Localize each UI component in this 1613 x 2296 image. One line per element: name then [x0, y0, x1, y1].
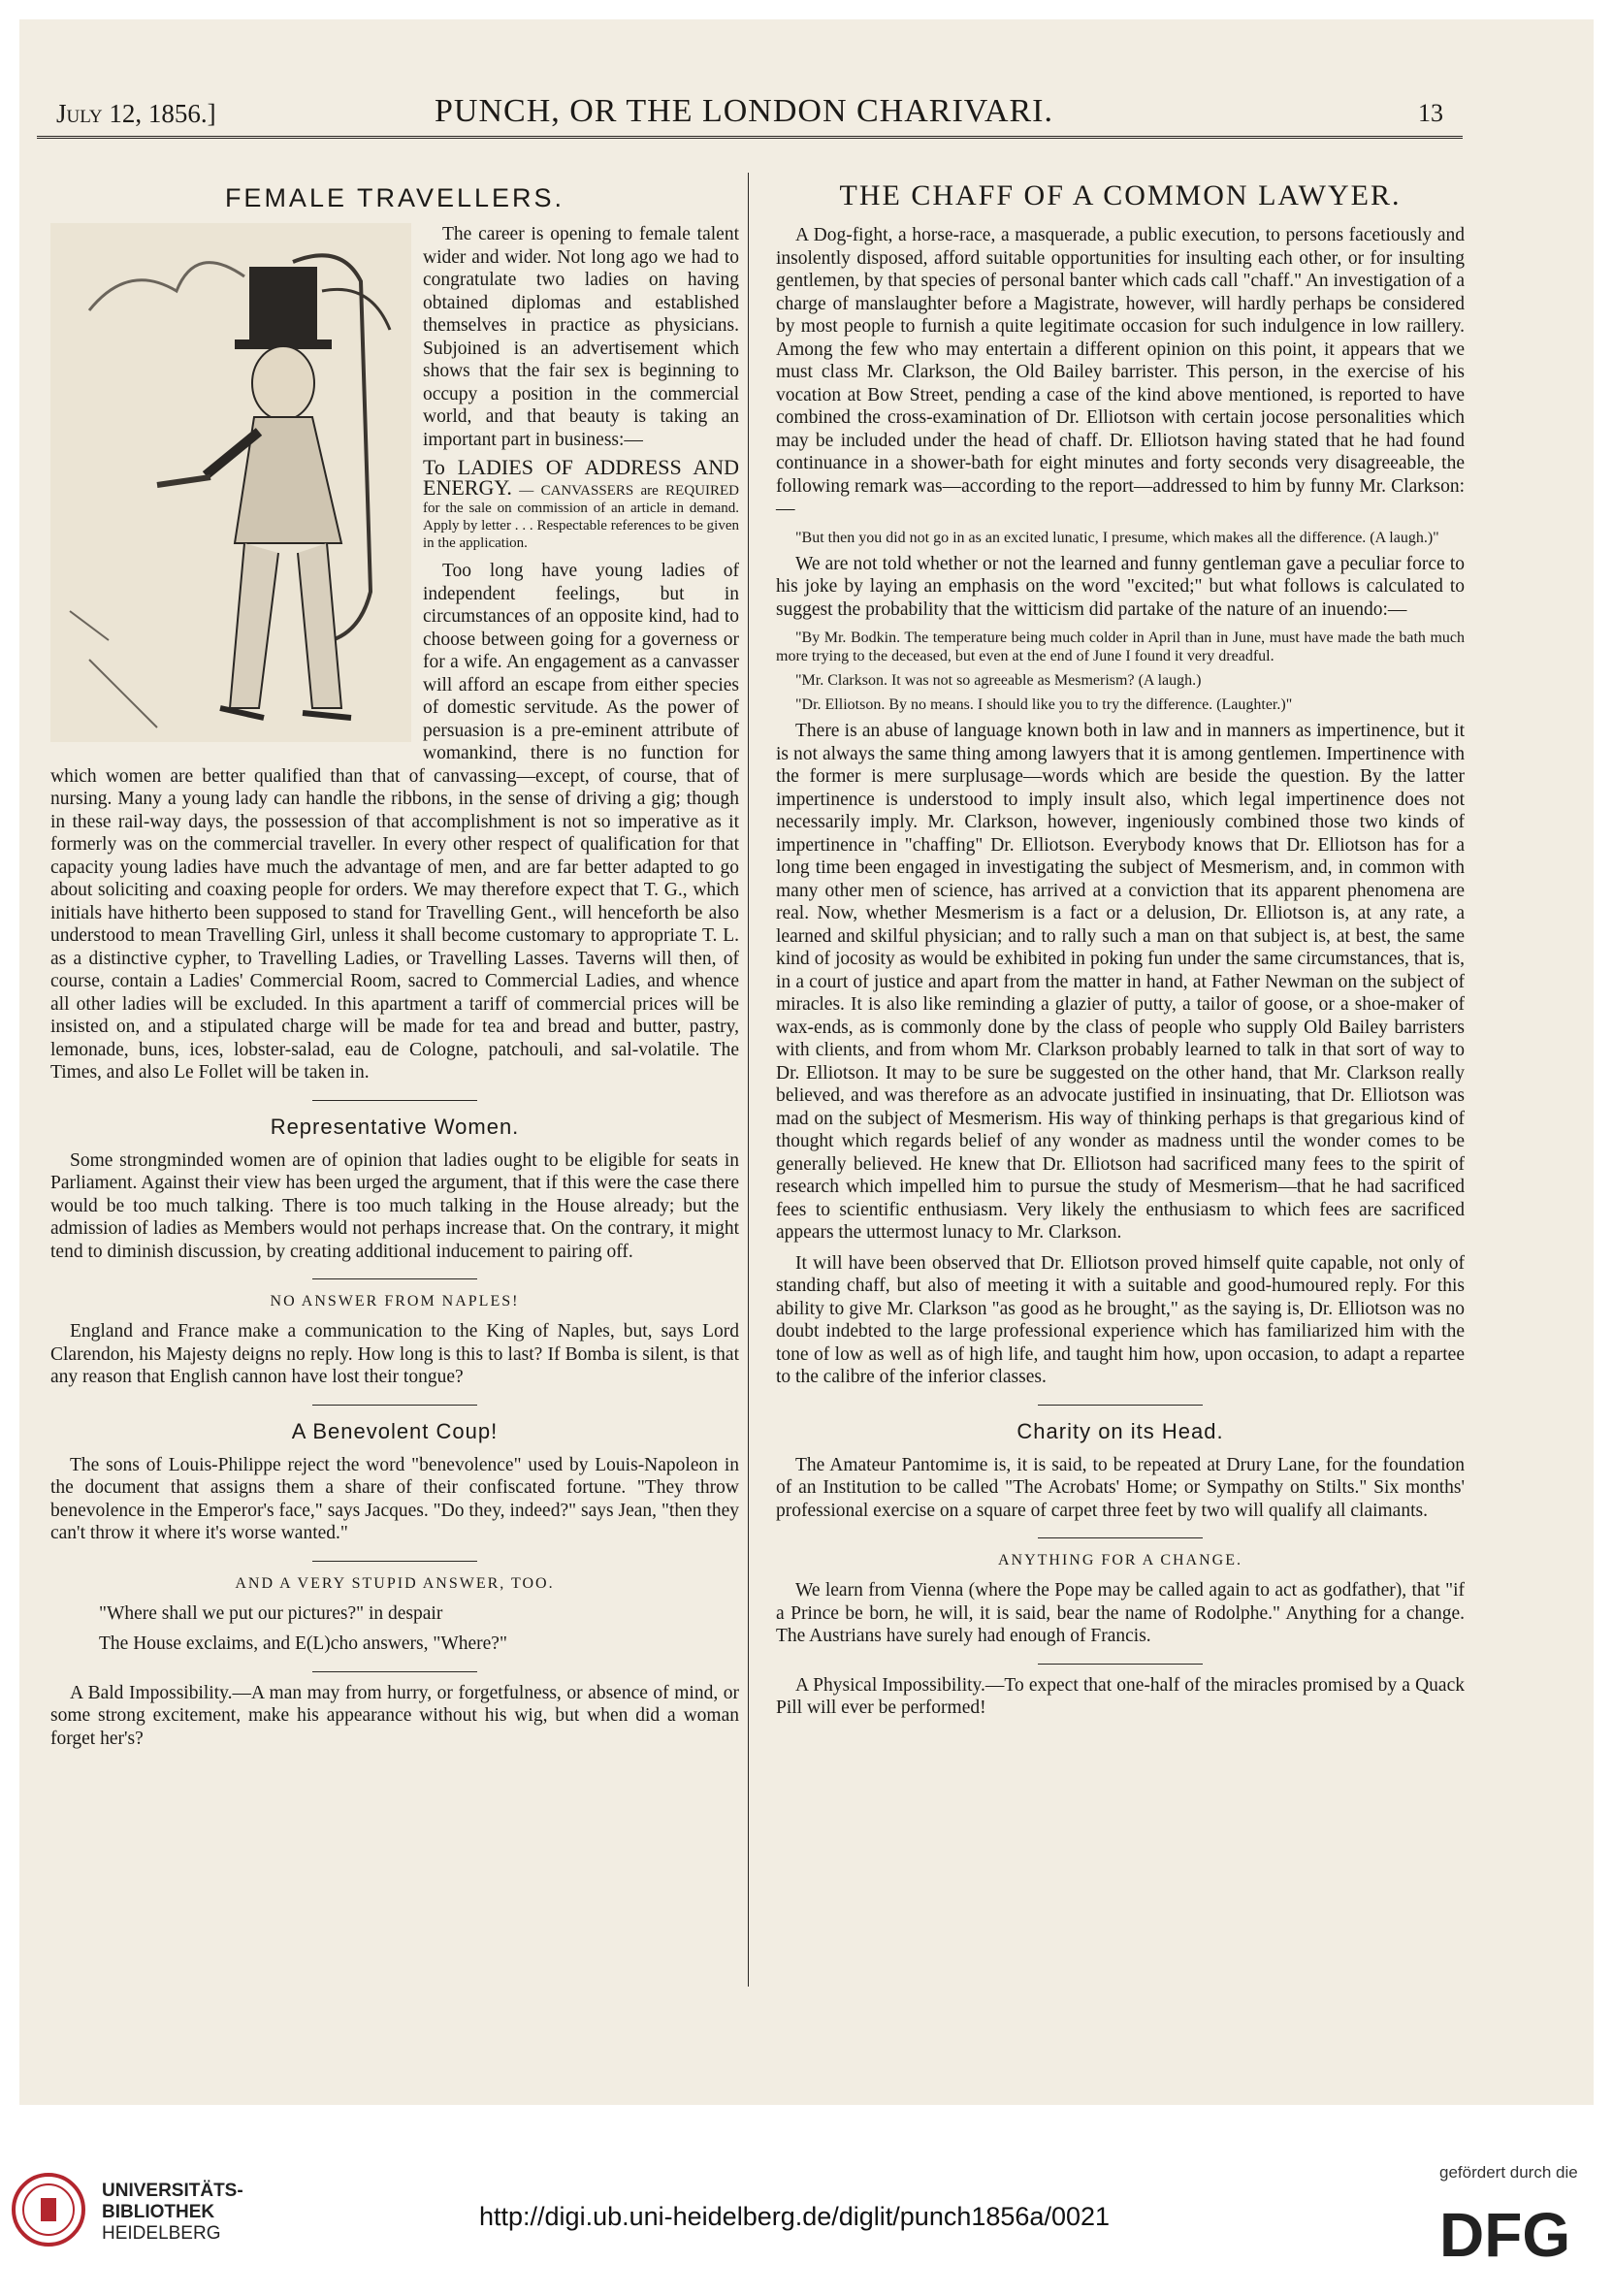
right-column — [776, 179, 1465, 1728]
chaff-quote-1: "But then you did not go in as an excited lunatic, I presume, which makes all the difference. (A laugh.)" — [795, 529, 1439, 546]
chaff-para-1: A Dog-fight, a horse-race, a masquerade, a public execution, to persons facetiously and insolently disposed, afford suitable opportunities for insulting each other, or for insulting gentlemen, by that species of personal banter which cads call "chaff." An investigation of a charge of manslaughter before a Magistrate, however, will hardly perhaps be considered by most people to furnish a quite legitimate occasion for such indulgence in low raillery. Among the few who may entertain a different opinion on this point, it appears that we must class Mr. Clarkson, the Old Bailey barrister. This person, in the exercise of his vocation at Bow Street, pending a case of the kind above mentioned, is reported to have combined the cross-examination of Dr. Elliotson with certain jocose personalities which may be included under the head of chaff. Dr. Elliotson having stated that he had found continuance in a shower-bath for eight minutes and forty seconds very disagreeable, the following remark was—according to the report—addressed to him by funny Mr. Clarkson:— — [776, 225, 1465, 519]
no-answer-title: NO ANSWER FROM NAPLES! — [270, 1293, 520, 1310]
section-rule — [1038, 1664, 1203, 1665]
benevolent-coup-body: The sons of Louis-Philippe reject the word "benevolence" used by Louis-Napoleon in the document that assigns them a share of their confiscated fortune. "They throw benevolence in the Emperor's face," says Jacques. "Do they, indeed?" says Jean, "then they can't throw it where it's worse wanted." — [50, 1454, 739, 1543]
female-travellers-intro: The career is opening to female talent wider and wider. Not long ago we had to congratulate two ladies on having obtained diplomas and established themselves in practice as physicians. Subjoined is an advertisement which shows that the fair sex is beginning to occupy a position in the commercial world, and that beauty is taking an important part in business:— — [423, 224, 739, 450]
section-rule — [312, 1405, 477, 1406]
chaff-para-3: There is an abuse of language known both in law and in manners as impertinence, but it is not always the same thing among lawyers that it is among gentlemen. Impertinence with the former is mere surplusage—words which are beside the question. By the latter impertinence is understood to imply insult also, which legal impertinence does not necessarily imply. Mr. Clarkson, however, ingeniously combined those two kinds of impertinence in "chaffing" Dr. Elliotson. Everybody knows that Dr. Elliotson has for a long time been engaged in investigating the subject of Mesmerism, and, in common with many other men of science, has arrived at a conviction that its apparent phenomena are real. Now, whether Mesmerism is a fact or a delusion, Dr. Elliotson is, at any rate, a learned and skilful physician; and to rally such a man on that subject is, at best, the same kind of jocosity as would be exhibited in poking fun under the same circumstances, that is, in a court of justice and apart from the matter in hand, at Father Newman on the subject of miracles. It is also like reminding a glazier of putty, a tailor of goose, or a shoe-maker of wax-ends, as is commonly done by the class of people who supply Old Bailey barristers with clients, and from whom Mr. Clarkson probably learned to talk in that sort of way to Dr. Elliotson. It may to be sure be suggested on the other hand, that Mr. Clarkson really believed, and was therefore as an advocate justified in insinuating, that Dr. Elliotson was mad on the subject of Mesmerism. His way of thinking perhaps is that gregarious kind of thought which regards belief of any wonder as madness until the wonder comes to be generally believed. He knew that Dr. Elliotson had sacrificed many fees to the spirit of research which impelled him to pursue the study of Mesmerism—that he had sacrificed fees to scientific enthusiasm. Very likely the enthusiasm to which fees are sacrificed appears the uttermost lunacy to Mr. Clarkson. — [776, 721, 1465, 1243]
dfg-logo-text: DFG — [1439, 2200, 1571, 2264]
section-rule — [312, 1671, 477, 1672]
top-hat-gentleman-illustration — [50, 223, 411, 742]
section-rule — [1038, 1405, 1203, 1406]
digitization-footer — [0, 2124, 1613, 2296]
chaff-title: THE CHAFF OF A COMMON LAWYER. — [839, 179, 1402, 211]
chaff-para-2: We are not told whether or not the learned and funny gentleman gave a peculiar force to his joke by laying an emphasis on the word "excited;" but what follows is calculated to suggest the probability that the witticism did partake of the nature of an inuendo:— — [776, 553, 1465, 620]
physical-impossibility: A Physical Impossibility.—To expect that one-half of the miracles promised by a Quack Pill will ever be performed! — [776, 1674, 1465, 1718]
left-column — [50, 179, 739, 1758]
section-rule — [1038, 1537, 1203, 1538]
library-line-3: HEIDELBERG — [102, 2223, 221, 2244]
header-page-number: 13 — [1418, 99, 1443, 127]
representative-women-body: Some strongminded women are of opinion that ladies ought to be eligible for seats in Parliament. Against their view has been urged the argument, that if this were the case there would be too much talking. There is too much talking in the House already; but the admission of ladies as Members would not perhaps increase that. On the contrary, it might tend to diminish discussion, by creating additional inducement to pairing off. — [50, 1149, 739, 1262]
section-rule — [312, 1278, 477, 1279]
stupid-answer-title: AND A VERY STUPID ANSWER, TOO. — [235, 1574, 555, 1592]
change-body: We learn from Vienna (where the Pope may be called again to act as godfather), that "if a Prince be born, he will, it is said, bear the name of Rodolphe." Anything for a change. The Austrians have surely had enough of Francis. — [776, 1580, 1465, 1646]
source-url-link[interactable]: http://digi.ub.uni-heidelberg.de/diglit/punch1856a/0021 — [479, 2202, 1111, 2231]
chaff-quote-3: "Mr. Clarkson. It was not so agreeable as Mesmerism? (A laugh.) — [795, 672, 1202, 689]
chaff-para-4: It will have been observed that Dr. Elliotson proved himself quite capable, not only of standing chaff, but also of meeting it with a suitable and good-humoured reply. For this ability to give Mr. Clarkson "as good as he brought," as the saying is, Dr. Elliotson was no doubt indebted to the large professional experience which has familiarized him with the tone of low as well as of high life, and taught him how, upon occasion, to adapt a repartee to the calibre of the inferior classes. — [776, 1252, 1465, 1387]
charity-body: The Amateur Pantomime is, it is said, to be repeated at Drury Lane, for the foundation of an Institution to be called "The Acrobats' Home; or Sympathy on Stilts." Six months' professional exercise on a square of carpet three feet by two will qualify all claimants. — [776, 1454, 1465, 1521]
header-title: PUNCH, OR THE LONDON CHARIVARI. — [435, 93, 1054, 129]
library-line-2: BIBLIOTHEK — [102, 2202, 215, 2222]
library-name — [102, 2181, 243, 2245]
charity-title: Charity on its Head. — [1016, 1418, 1224, 1443]
no-answer-body: England and France make a communication to the King of Naples, but, says Lord Clarendon, his Majesty deigns no reply. How long is this to last? If Bomba is silent, is that any reason that English cannon have lost their tongue? — [50, 1321, 739, 1387]
change-title: ANYTHING FOR A CHANGE. — [997, 1552, 1242, 1568]
female-travellers-title: FEMALE TRAVELLERS. — [224, 183, 565, 212]
university-seal-icon — [10, 2171, 87, 2248]
advert-body: — CANVASSERS are REQUIRED for the sale on commission of an article in demand. Apply by letter . . . Respectable references to be given in the application. — [423, 483, 739, 551]
column-divider — [748, 173, 749, 1987]
verse-line-1: "Where shall we put our pictures?" in despair — [99, 1602, 443, 1624]
benevolent-coup-title: A Benevolent Coup! — [291, 1418, 499, 1443]
chaff-quote-2: "By Mr. Bodkin. The temperature being much colder in April than in June, must have made the bath much more trying to the deceased, but even at the end of June I found it very dreadful. — [776, 630, 1465, 664]
section-rule — [312, 1561, 477, 1562]
section-rule — [312, 1100, 477, 1101]
representative-women-title: Representative Women. — [270, 1114, 520, 1139]
chaff-quote-4: "Dr. Elliotson. By no means. I should like you to try the difference. (Laughter.)" — [795, 696, 1293, 713]
page-header — [37, 85, 1463, 139]
funded-by-label: gefördert durch die — [1439, 2163, 1578, 2182]
library-line-1: UNIVERSITÄTS- — [102, 2181, 243, 2201]
header-date: July 12, 1856.] — [56, 99, 216, 128]
bald-impossibility: A Bald Impossibility.—A man may from hurry, or forgetfulness, or absence of mind, or some strong excitement, make his appearance without his wig, but when did a woman forget her's? — [50, 1682, 739, 1749]
dfg-logo-icon — [1439, 2200, 1585, 2264]
female-travellers-body: Too long have young ladies of independent feelings, but in circumstances of an opposite kind, had to choose between going for a governess or for a wife. An engagement as a canvasser will afford an escape from either species of domestic servitude. As the power of persuasion is a pre-eminent attribute of womankind, there is no function for which women are better qualified than that of canvassing—except, of course, that of nursing. Many a young lady can handle the ribbons, in the sense of driving a gig; though in these rail-way days, the possession of that accomplishment is not so imperative as it formerly was on the commercial traveller. In every other respect of qualification for that capacity young ladies have much the advantage of men, and are far better adapted to go about soliciting and coaxing people for orders. We may therefore expect that T. G., which initials have hitherto been supposed to stand for Travelling Gent., will henceforth be also understood to mean Travelling Girl, unless it shall become customary to appropriate T. L. as a distinctive cypher, to Travelling Ladies, or Travelling Lasses. Taverns will then, of course, contain a Ladies' Commercial Room, sacred to Commercial Ladies, and whence all other ladies will be excluded. In this apartment a tariff of commercial prices will be insisted on, and a stipulated charge will be made for tea and bread and butter, pastry, lemonade, buns, ices, lobster-salad, eau de Cologne, patchouli, and sal-volatile. The Times, and also Le Follet will be taken in. — [50, 561, 739, 1083]
verse-line-2: The House exclaims, and E(L)cho answers, "Where?" — [99, 1633, 507, 1654]
advert-lead: To LADIES OF ADDRESS AND ENERGY. — [423, 455, 739, 500]
